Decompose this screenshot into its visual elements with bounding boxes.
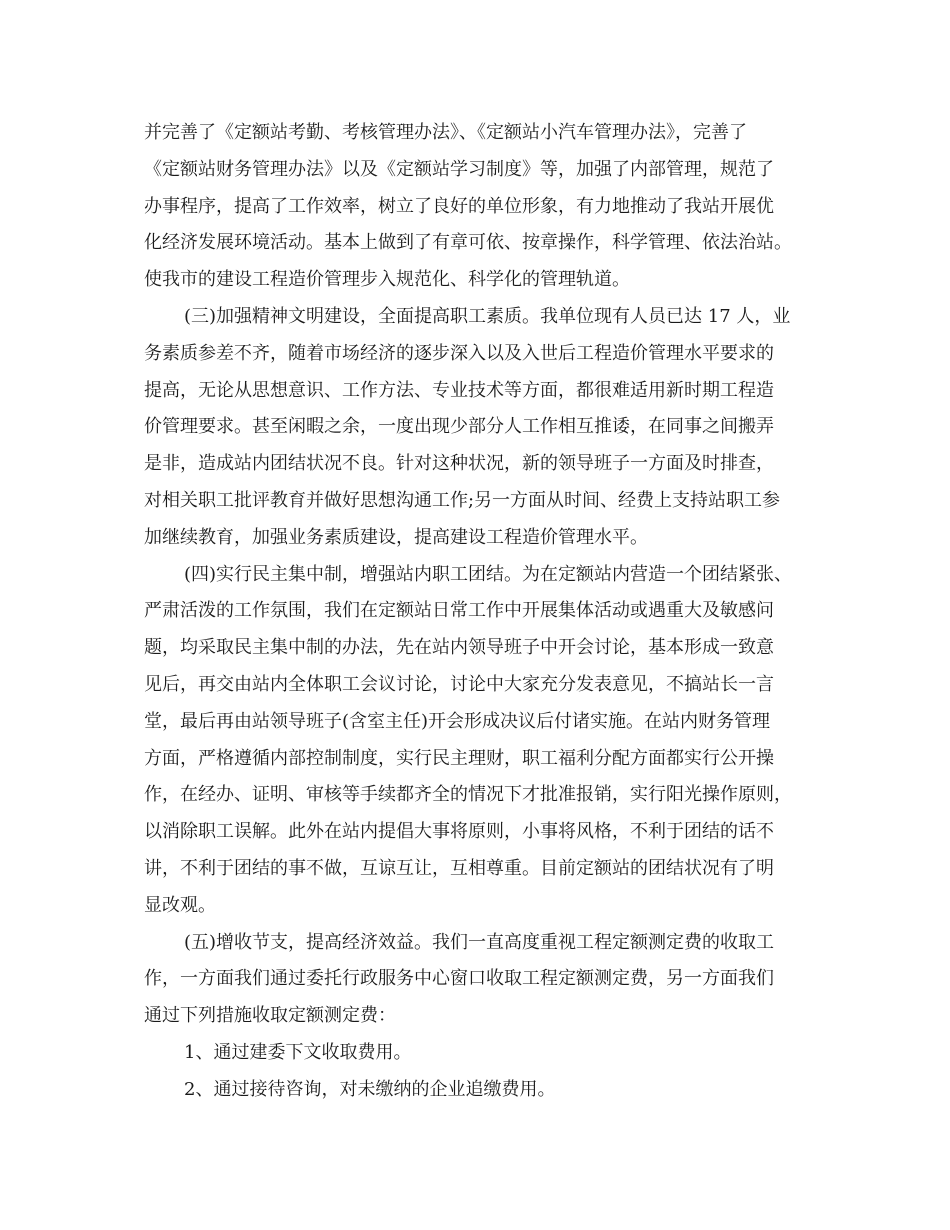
text-line: 作，一方面我们通过委托行政服务中心窗口收取工程定额测定费，另一方面我们 <box>144 968 774 990</box>
text-line: 办事程序，提高了工作效率，树立了良好的单位形象，有力地推动了我站开展优 <box>144 195 774 217</box>
text-line: (四)实行民主集中制，增强站内职工团结。为在定额站内营造一个团结紧张、 <box>184 563 793 585</box>
text-line: 以消除职工误解。此外在站内提倡大事将原则，小事将风格，不利于团结的话不 <box>144 821 774 843</box>
list-item-fee-collection-1 <box>144 1035 834 1072</box>
text-line: 化经济发展环境活动。基本上做到了有章可依、按章操作，科学管理、依法治站。 <box>144 232 792 254</box>
text-line: 显改观。 <box>144 894 216 916</box>
text-line: (五)增收节支，提高经济效益。我们一直高度重视工程定额测定费的收取工 <box>184 931 775 953</box>
text-line: 使我市的建设工程造价管理步入规范化、科学化的管理轨道。 <box>144 269 630 291</box>
text-line: 加继续教育，加强业务素质建设，提高建设工程造价管理水平。 <box>144 526 648 548</box>
text-line: 方面，严格遵循内部控制制度，实行民主理财，职工福利分配方面都实行公开操 <box>144 747 774 769</box>
text-line: 并完善了《定额站考勤、考核管理办法》、《定额站小汽车管理办法》，完善了 <box>144 122 747 143</box>
text-line: 严肃活泼的工作氛围，我们在定额站日常工作中开展集体活动或遇重大及敏感问 <box>144 600 774 622</box>
text-line: 讲，不利于团结的事不做，互谅互让，互相尊重。目前定额站的团结状况有了明 <box>144 857 774 879</box>
text-line: 1、通过建委下文收取费用。 <box>184 1041 412 1063</box>
text-line: (三)加强精神文明建设，全面提高职工素质。我单位现有人员已达 17 人，业 <box>184 305 791 327</box>
document-body <box>144 115 834 1109</box>
text-line: 对相关职工批评教育并做好思想沟通工作;另一方面从时间、经费上支持站职工参 <box>144 489 781 511</box>
text-line: 堂，最后再由站领导班子(含室主任)开会形成决议后付诸实施。在站内财务管理 <box>144 710 771 732</box>
text-line: 见后，再交由站内全体职工会议讨论，讨论中大家充分发表意见，不搞站长一言 <box>144 673 774 695</box>
text-line: 是非，造成站内团结状况不良。针对这种状况，新的领导班子一方面及时排查， <box>144 453 774 475</box>
text-line: 题，均采取民主集中制的办法，先在站内领导班子中开会讨论，基本形成一致意 <box>144 637 774 659</box>
paragraph-management-rules <box>144 115 834 299</box>
text-line: 《定额站财务管理办法》以及《定额站学习制度》等，加强了内部管理，规范了 <box>144 158 774 180</box>
text-line: 提高，无论从思想意识、工作方法、专业技术等方面，都很难适用新时期工程造 <box>144 379 774 401</box>
text-line: 通过下列措施收取定额测定费： <box>144 1005 396 1027</box>
text-line: 作，在经办、证明、审核等手续都齐全的情况下才批准报销，实行阳光操作原则， <box>144 784 792 806</box>
paragraph-section-five <box>144 925 834 1035</box>
text-line: 价管理要求。甚至闲暇之余，一度出现少部分人工作相互推诿，在同事之间搬弄 <box>144 416 774 438</box>
list-item-fee-collection-2 <box>144 1072 834 1109</box>
paragraph-section-three <box>144 299 834 557</box>
text-line: 务素质参差不齐，随着市场经济的逐步深入以及入世后工程造价管理水平要求的 <box>144 342 774 364</box>
paragraph-section-four <box>144 557 834 925</box>
text-line: 2、通过接待咨询，对未缴纳的企业追缴费用。 <box>184 1078 556 1100</box>
